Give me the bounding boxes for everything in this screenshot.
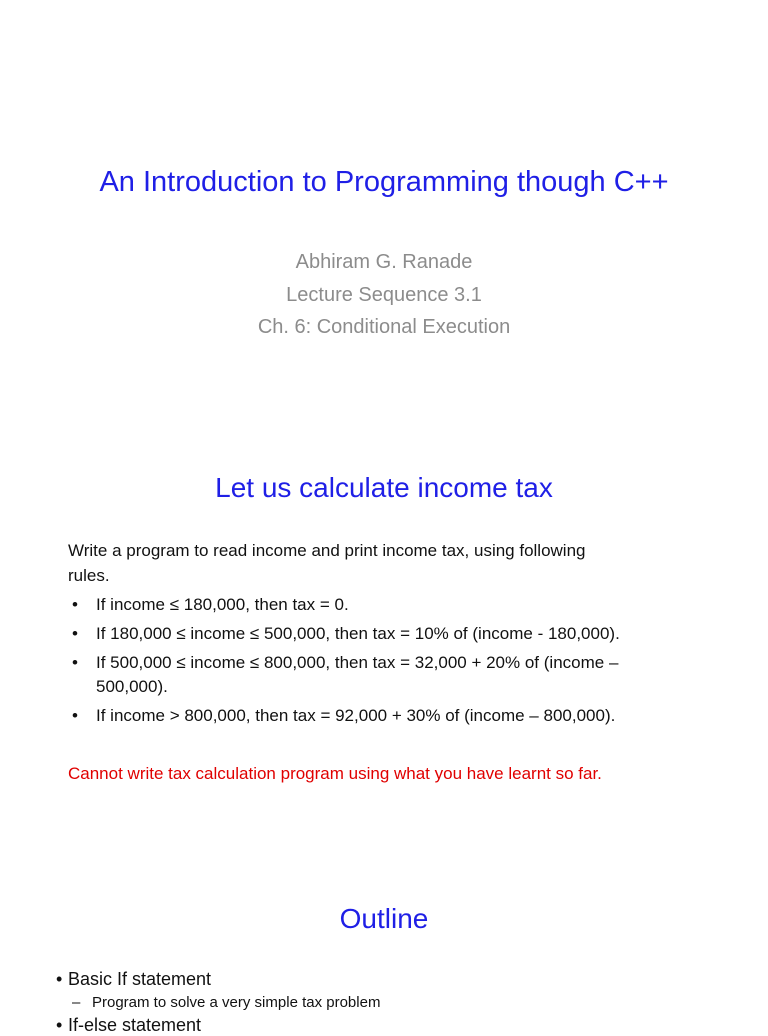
list-item-text: If income > 800,000, then tax = 92,000 + 30% of (income – 800,000). (96, 706, 616, 725)
warning-note: Cannot write tax calculation program using what you have learnt so far. (68, 764, 602, 783)
bullet-marker: • (72, 706, 78, 725)
slide2-title: Let us calculate income tax (215, 472, 553, 503)
bullet-marker: • (72, 653, 78, 672)
slide2-intro-line2: rules. (68, 566, 110, 585)
outline-item-text: Basic If statement (68, 969, 212, 989)
slide2-intro-line1: Write a program to read income and print income tax, using following (68, 541, 586, 560)
list-item-text: If 500,000 ≤ income ≤ 800,000, then tax = 32,000 + 20% of (income – (96, 653, 619, 672)
slide3-title: Outline (339, 903, 429, 934)
slide1-author: Abhiram G. Ranade (295, 251, 473, 273)
dash-marker: – (72, 994, 81, 1011)
slide1-lecture: Lecture Sequence 3.1 (286, 284, 482, 306)
bullet-marker: • (56, 969, 63, 989)
list-item-text: If 180,000 ≤ income ≤ 500,000, then tax = 10% of (income - 180,000). (96, 624, 620, 643)
bullet-marker: • (72, 624, 78, 643)
outline-item (56, 1015, 201, 1036)
outline-subitem (72, 994, 380, 1011)
bullet-marker: • (56, 1015, 63, 1035)
bullet-marker: • (72, 595, 78, 614)
list-item-text: If income ≤ 180,000, then tax = 0. (96, 595, 349, 614)
outline-subitem-text: Program to solve a very simple tax problem (92, 994, 381, 1011)
outline-item-text: If-else statement (68, 1015, 202, 1035)
list-item-continuation: 500,000). (96, 677, 168, 696)
slide1-title: An Introduction to Programming though C++ (99, 166, 669, 198)
slide1-chapter: Ch. 6: Conditional Execution (257, 316, 511, 338)
outline-item (56, 969, 211, 990)
